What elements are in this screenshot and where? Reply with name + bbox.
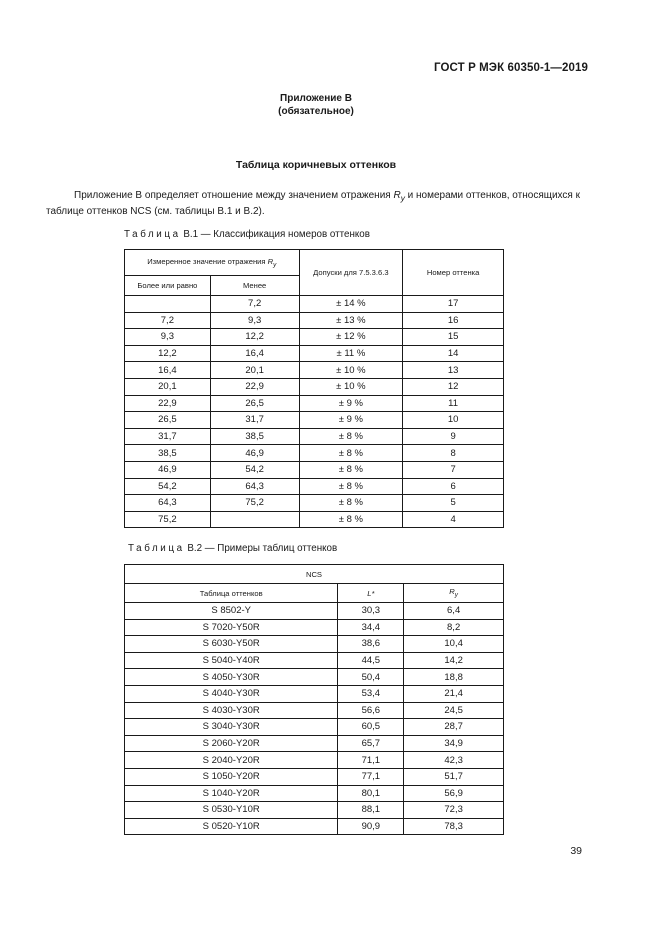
table-row: [125, 603, 504, 620]
l-star-cell: 77,1: [338, 768, 404, 785]
to-value-cell: [210, 511, 299, 528]
tolerance-cell: ± 8 %: [299, 478, 403, 495]
table1-caption-word: Таблица: [124, 229, 181, 240]
page-number: 39: [570, 845, 582, 857]
l-star-cell: 38,6: [338, 636, 404, 653]
ncs-header: NCS: [125, 565, 504, 584]
ry-value-cell: 28,7: [404, 719, 504, 736]
table-row: [125, 395, 504, 412]
table2-caption-word: Таблица: [128, 543, 185, 554]
table-row: [125, 802, 504, 819]
ry-value-cell: 24,5: [404, 702, 504, 719]
ry-header: $R_y$: [404, 584, 504, 603]
l-star-cell: 71,1: [338, 752, 404, 769]
intro-text-2: и номерами оттенков, относящихся к таблице оттенков NCS (см. таблицы В.1 и В.2).: [46, 190, 581, 217]
tolerance-cell: ± 8 %: [299, 461, 403, 478]
from-value-cell: 46,9: [125, 461, 211, 478]
shade-number-cell: 4: [403, 511, 504, 528]
l-star-cell: 44,5: [338, 652, 404, 669]
l-star-header: L*: [338, 584, 404, 603]
shade-code-cell: S 3040-Y30R: [125, 719, 338, 736]
table-row: [125, 296, 504, 313]
shade-code-cell: S 0530-Y10R: [125, 802, 338, 819]
l-star-cell: 65,7: [338, 735, 404, 752]
to-value-cell: 22,9: [210, 378, 299, 395]
appendix-status: (обязательное): [278, 106, 354, 117]
from-value-cell: [125, 296, 211, 313]
tolerance-cell: ± 8 %: [299, 445, 403, 462]
table-row: [125, 345, 504, 362]
shade-code-cell: S 1050-Y20R: [125, 768, 338, 785]
l-star-cell: 50,4: [338, 669, 404, 686]
table-row: [125, 785, 504, 802]
intro-text-1: Приложение В определяет отношение между значением отражения: [74, 190, 391, 201]
tolerance-cell: ± 11 %: [299, 345, 403, 362]
table-row: [125, 652, 504, 669]
ry-value-cell: 51,7: [404, 768, 504, 785]
table-row: [125, 445, 504, 462]
shade-number-cell: 10: [403, 412, 504, 429]
shade-number-cell: 5: [403, 495, 504, 512]
tolerance-cell: ± 8 %: [299, 428, 403, 445]
tolerance-cell: ± 9 %: [299, 395, 403, 412]
table-row: [125, 329, 504, 346]
tolerance-cell: ± 8 %: [299, 511, 403, 528]
l-star-cell: 60,5: [338, 719, 404, 736]
appendix-heading: [0, 92, 632, 118]
shade-code-cell: S 4040-Y30R: [125, 685, 338, 702]
tolerance-cell: ± 14 %: [299, 296, 403, 313]
table2-caption: [128, 543, 337, 554]
table-row: [125, 636, 504, 653]
shade-number-cell: 11: [403, 395, 504, 412]
to-value-cell: 20,1: [210, 362, 299, 379]
shade-number-cell: 13: [403, 362, 504, 379]
shade-number-cell: 9: [403, 428, 504, 445]
to-value-cell: 46,9: [210, 445, 299, 462]
table-row: [125, 818, 504, 835]
l-star-cell: 34,4: [338, 619, 404, 636]
table1-caption-text: В.1 — Классификация номеров оттенков: [183, 229, 370, 240]
ry-symbol: R: [393, 190, 401, 201]
table-row: [125, 735, 504, 752]
from-value-cell: 64,3: [125, 495, 211, 512]
l-star-cell: 80,1: [338, 785, 404, 802]
from-value-cell: 22,9: [125, 395, 211, 412]
from-value-cell: 9,3: [125, 329, 211, 346]
to-value-cell: 38,5: [210, 428, 299, 445]
table-row: [125, 495, 504, 512]
shade-code-cell: S 6030-Y50R: [125, 636, 338, 653]
greater-or-equal-header: Более или равно: [125, 276, 211, 296]
ncs-examples-table: [124, 564, 504, 835]
ry-value-cell: 18,8: [404, 669, 504, 686]
ry-value-cell: 34,9: [404, 735, 504, 752]
shade-code-cell: S 0520-Y10R: [125, 818, 338, 835]
table2-caption-text: В.2 — Примеры таблиц оттенков: [187, 543, 338, 554]
to-value-cell: 7,2: [210, 296, 299, 313]
to-value-cell: 75,2: [210, 495, 299, 512]
l-star-cell: 30,3: [338, 603, 404, 620]
tolerance-cell: ± 12 %: [299, 329, 403, 346]
tolerance-cell: ± 8 %: [299, 495, 403, 512]
shade-code-cell: S 4030-Y30R: [125, 702, 338, 719]
measured-reflectance-header: Измеренное значение отражения $R_y$: [125, 250, 300, 276]
intro-paragraph: [46, 189, 589, 219]
shade-number-cell: 7: [403, 461, 504, 478]
table-row: [125, 619, 504, 636]
table-row: [125, 312, 504, 329]
shade-classification-table: [124, 249, 504, 528]
to-value-cell: 54,2: [210, 461, 299, 478]
table-row: [125, 685, 504, 702]
to-value-cell: 12,2: [210, 329, 299, 346]
shade-code-cell: S 5040-Y40R: [125, 652, 338, 669]
shade-number-cell: 15: [403, 329, 504, 346]
from-value-cell: 75,2: [125, 511, 211, 528]
from-value-cell: 31,7: [125, 428, 211, 445]
from-value-cell: 54,2: [125, 478, 211, 495]
table-row: [125, 378, 504, 395]
table-row: [125, 412, 504, 429]
table1-caption: [124, 229, 370, 240]
ry-value-cell: 6,4: [404, 603, 504, 620]
table-row: [125, 768, 504, 785]
ry-value-cell: 8,2: [404, 619, 504, 636]
shade-number-cell: 6: [403, 478, 504, 495]
from-value-cell: 38,5: [125, 445, 211, 462]
shade-number-header: Номер оттенка: [403, 250, 504, 296]
from-value-cell: 7,2: [125, 312, 211, 329]
table-row: [125, 669, 504, 686]
l-star-cell: 56,6: [338, 702, 404, 719]
tolerance-cell: ± 10 %: [299, 378, 403, 395]
tolerance-cell: ± 13 %: [299, 312, 403, 329]
table-row: [125, 478, 504, 495]
less-than-header: Менее: [210, 276, 299, 296]
ry-value-cell: 42,3: [404, 752, 504, 769]
appendix-title: Приложение В: [280, 93, 352, 104]
to-value-cell: 26,5: [210, 395, 299, 412]
to-value-cell: 9,3: [210, 312, 299, 329]
ry-value-cell: 72,3: [404, 802, 504, 819]
l-star-cell: 90,9: [338, 818, 404, 835]
from-value-cell: 20,1: [125, 378, 211, 395]
from-value-cell: 26,5: [125, 412, 211, 429]
shade-table-header: Таблица оттенков: [125, 584, 338, 603]
ry-value-cell: 56,9: [404, 785, 504, 802]
shade-number-cell: 16: [403, 312, 504, 329]
from-value-cell: 16,4: [125, 362, 211, 379]
shade-number-cell: 8: [403, 445, 504, 462]
table-row: [125, 362, 504, 379]
table-row: [125, 719, 504, 736]
l-star-cell: 88,1: [338, 802, 404, 819]
ry-subscript: y: [400, 193, 405, 203]
table-row: [125, 752, 504, 769]
shade-number-cell: 12: [403, 378, 504, 395]
table-row: [125, 428, 504, 445]
ry-value-cell: 10,4: [404, 636, 504, 653]
shade-code-cell: S 2060-Y20R: [125, 735, 338, 752]
ry-value-cell: 14,2: [404, 652, 504, 669]
table-row: [125, 511, 504, 528]
table-row: [125, 461, 504, 478]
shade-code-cell: S 1040-Y20R: [125, 785, 338, 802]
shade-code-cell: S 2040-Y20R: [125, 752, 338, 769]
shade-number-cell: 14: [403, 345, 504, 362]
tolerance-header: Допуски для 7.5.3.6.3: [299, 250, 403, 296]
section-title: Таблица коричневых оттенков: [235, 159, 397, 171]
shade-code-cell: S 8502-Y: [125, 603, 338, 620]
to-value-cell: 64,3: [210, 478, 299, 495]
shade-number-cell: 17: [403, 296, 504, 313]
to-value-cell: 16,4: [210, 345, 299, 362]
shade-code-cell: S 7020-Y50R: [125, 619, 338, 636]
ry-value-cell: 78,3: [404, 818, 504, 835]
ry-value-cell: 21,4: [404, 685, 504, 702]
tolerance-cell: ± 10 %: [299, 362, 403, 379]
table-row: [125, 702, 504, 719]
to-value-cell: 31,7: [210, 412, 299, 429]
from-value-cell: 12,2: [125, 345, 211, 362]
standard-designation: ГОСТ Р МЭК 60350-1—2019: [434, 62, 588, 74]
l-star-cell: 53,4: [338, 685, 404, 702]
shade-code-cell: S 4050-Y30R: [125, 669, 338, 686]
tolerance-cell: ± 9 %: [299, 412, 403, 429]
